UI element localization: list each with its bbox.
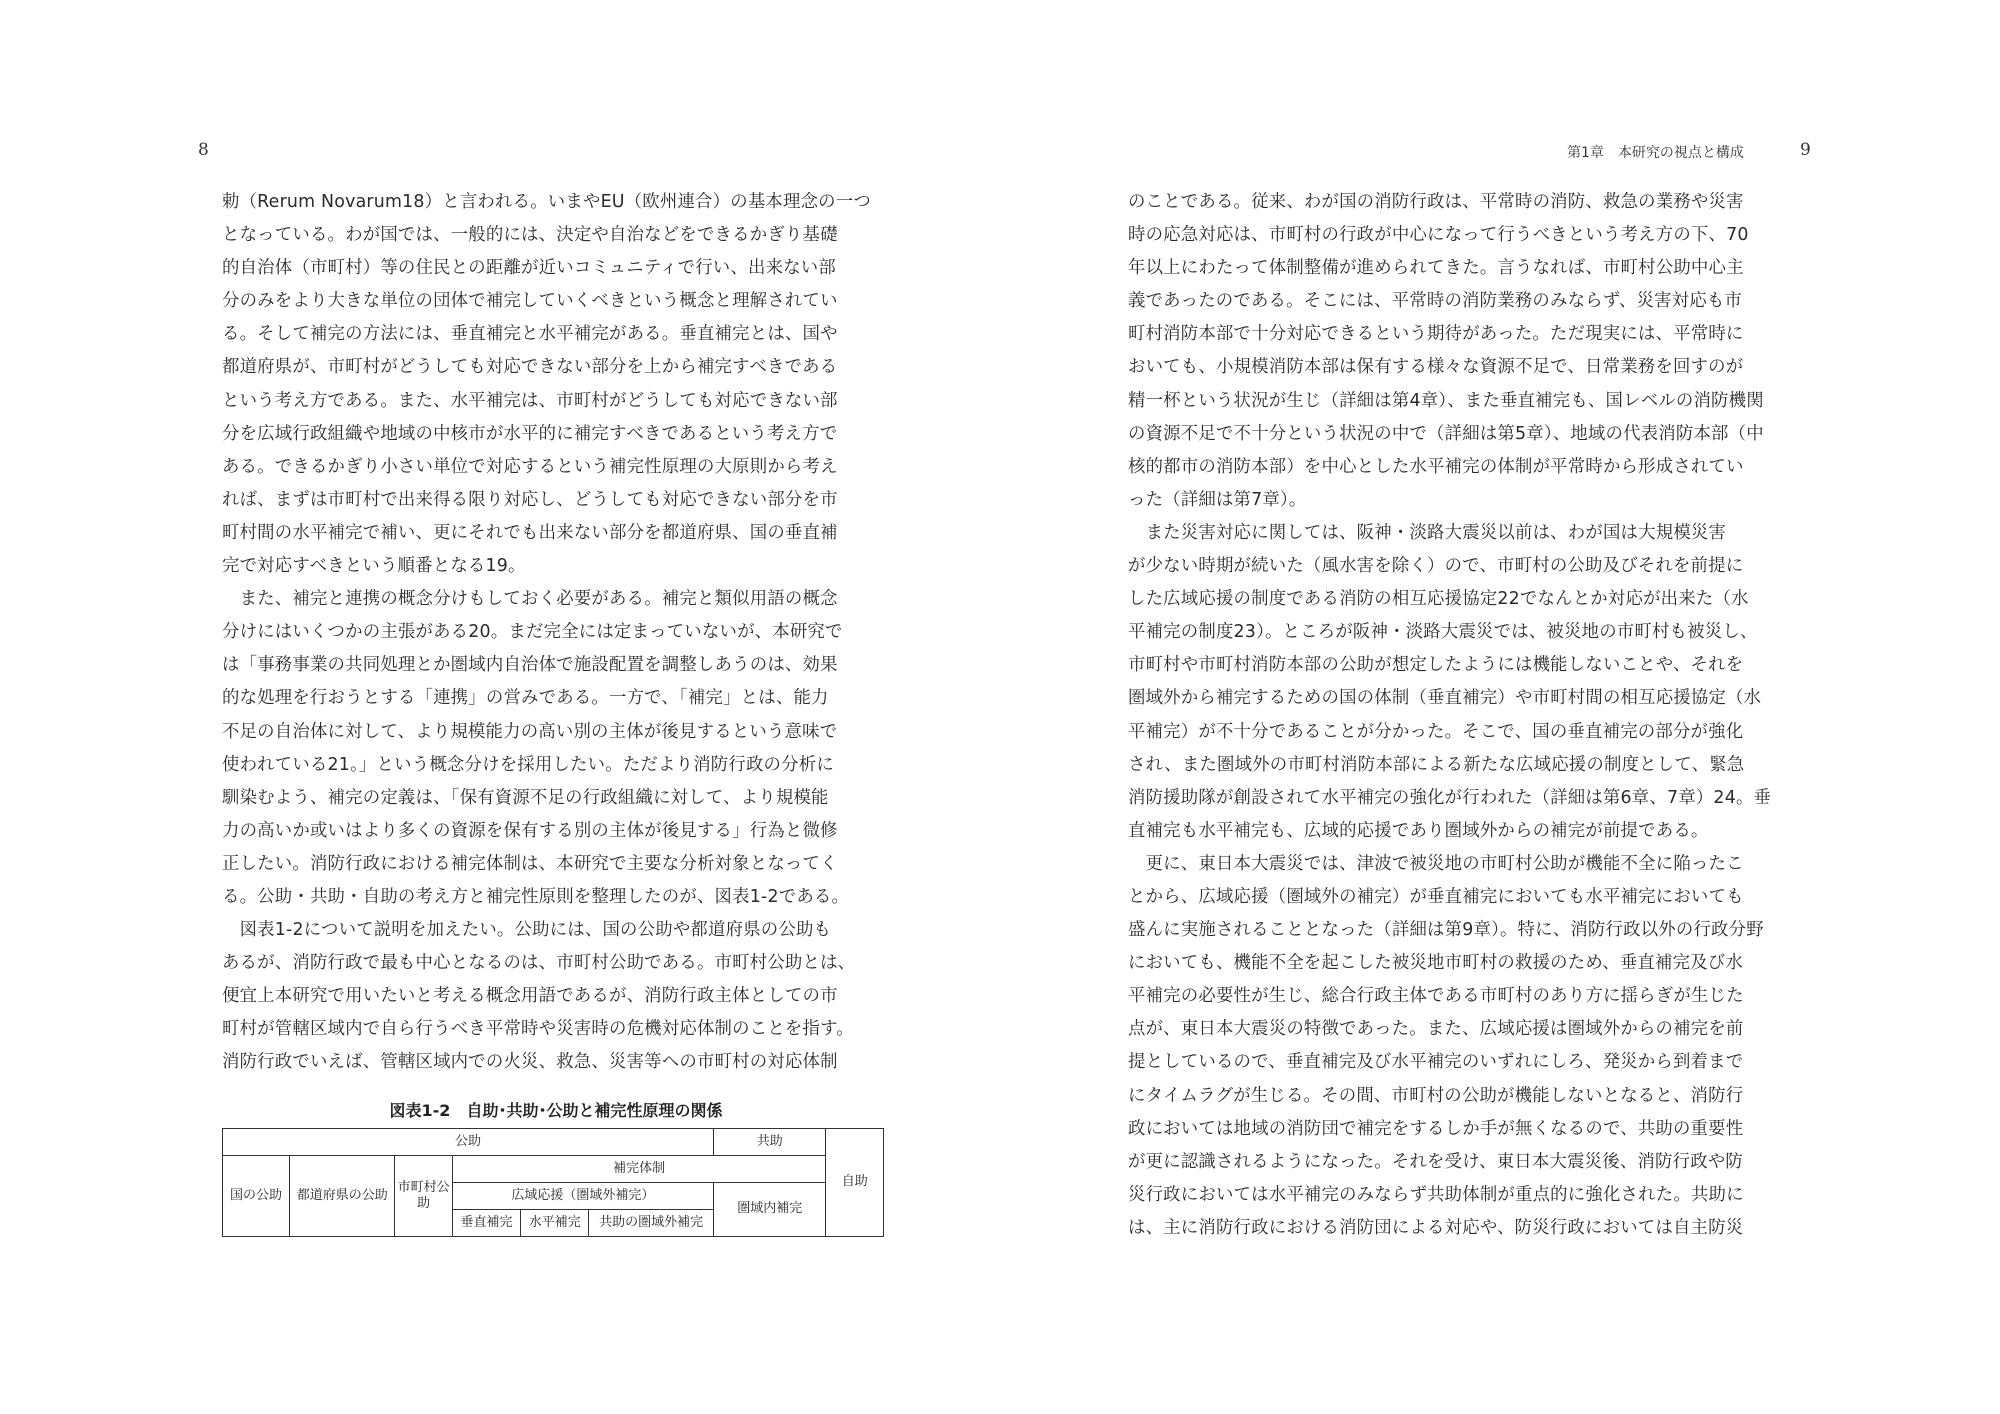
text-line: 完で対応すべきという順番となる19。: [222, 556, 526, 577]
cell-suihei-hokan: 水平補完: [521, 1210, 589, 1237]
cell-todofuken-kojo: 都道府県の公助: [290, 1156, 395, 1237]
page-number-right: 9: [1800, 140, 1811, 160]
text-line: 的自治体（市町村）等の住民との距離が近いコミュニティで行い、出来ない部: [222, 258, 836, 279]
cell-hokan-taisei: 補完体制: [452, 1156, 826, 1183]
right-body-text: [1128, 186, 1796, 1245]
figure-table: [222, 1128, 884, 1237]
figure-title: 図表1-2 自助･共助･公助と補完性原理の関係: [389, 1101, 723, 1120]
text-line: 消防行政でいえば、管轄区域内での火災、救急、災害等への市町村の対応体制: [222, 1052, 838, 1073]
text-line: にタイムラグが生じる。その間、市町村の公助が機能しないとなると、消防行: [1128, 1085, 1744, 1106]
text-line: 市町村や市町村消防本部の公助が想定したようには機能しないことや、それを: [1128, 655, 1744, 676]
text-line: 直補完も水平補完も、広域的応援であり圏域外からの補完が前提である。: [1128, 820, 1709, 841]
text-line: 提としているので、垂直補完及び水平補完のいずれにしろ、発災から到着まで: [1128, 1052, 1744, 1073]
text-line: のことである。従来、わが国の消防行政は、平常時の消防、救急の業務や災害: [1128, 192, 1744, 212]
text-line: 力の高いか或いはより多くの資源を保有する別の主体が後見する」行為と微修: [222, 820, 838, 841]
text-line: 更に、東日本大震災では、津波で被災地の市町村公助が機能不全に陥ったこ: [1128, 853, 1744, 874]
text-line: となっている。わが国では、一般的には、決定や自治などをできるかぎり基礎: [222, 225, 838, 246]
text-line: 平補完の必要性が生じ、総合行政主体である市町村のあり方に揺らぎが生じた: [1128, 986, 1744, 1007]
header-kyojo: 共助: [713, 1129, 826, 1156]
text-line: は、主に消防行政における消防団による対応や、防災行政においては自主防災: [1128, 1217, 1744, 1238]
cell-kuni-kojo: 国の公助: [223, 1156, 290, 1237]
text-line: ある。できるかぎり小さい単位で対応するという補完性原理の大原則から考え: [222, 456, 838, 477]
text-line: 町村間の水平補完で補い、更にそれでも出来ない部分を都道府県、国の垂直補: [222, 522, 838, 543]
text-line: 消防援助隊が創設されて水平補完の強化が行われた（詳細は第6章、7章）24。垂: [1128, 787, 1772, 808]
text-line: 分けにはいくつかの主張がある20。まだ完全には定まっていないが、本研究で: [222, 622, 843, 643]
text-line: また災害対応に関しては、阪神・淡路大震災以前は、わが国は大規模災害: [1128, 522, 1727, 543]
text-line: とから、広域応援（圏域外の補完）が垂直補完においても水平補完においても: [1128, 886, 1744, 907]
text-line: おいても、小規模消防本部は保有する様々な資源不足で、日常業務を回すのが: [1128, 357, 1744, 378]
text-line: 盛んに実施されることとなった（詳細は第9章）。特に、消防行政以外の行政分野: [1128, 920, 1764, 941]
text-line: され、また圏域外の市町村消防本部による新たな広域応援の制度として、緊急: [1128, 754, 1745, 775]
text-line: れば、まずは市町村で出来得る限り対応し、どうしても対応できない部分を市: [222, 489, 838, 510]
text-line: の資源不足で不十分という状況の中で（詳細は第5章）、地域の代表消防本部（中: [1128, 423, 1764, 444]
cell-shichoson-kojo: 市町村公助: [395, 1156, 452, 1237]
text-line: 政においては地域の消防団で補完をするしか手が無くなるので、共助の重要性: [1128, 1118, 1744, 1139]
text-line: 義であったのである。そこには、平常時の消防業務のみならず、災害対応も市: [1128, 291, 1743, 312]
text-line: 図表1-2について説明を加えたい。公助には、国の公助や都道府県の公助も: [222, 920, 832, 941]
text-line: 町村が管轄区域内で自ら行うべき平常時や災害時の危機対応体制のことを指す。: [222, 1019, 854, 1040]
cell-suichoku-hokan: 垂直補完: [452, 1210, 520, 1237]
text-line: 年以上にわたって体制整備が進められてきた。言うなれば、市町村公助中心主: [1128, 258, 1744, 279]
cell-jijo: 自助: [826, 1129, 884, 1237]
text-line: あるが、消防行政で最も中心となるのは、市町村公助である。市町村公助とは、: [222, 953, 856, 974]
text-line: 町村消防本部で十分対応できるという期待があった。ただ現実には、平常時に: [1128, 324, 1744, 345]
text-line: 的な処理を行おうとする「連携」の営みである。一方で、「補完」とは、能力: [222, 688, 829, 709]
text-line: 平補完）が不十分であることが分かった。そこで、国の垂直補完の部分が強化: [1128, 721, 1744, 742]
running-head: 第1章 本研究の視点と構成: [1567, 145, 1744, 161]
text-line: という考え方である。また、水平補完は、市町村がどうしても対応できない部: [222, 390, 838, 411]
text-line: が更に認識されるようになった。それを受け、東日本大震災後、消防行政や防: [1128, 1151, 1743, 1172]
page-number-left: 8: [198, 140, 209, 160]
text-line: 都道府県が、市町村がどうしても対応できない部分を上から補完すべきである: [222, 357, 838, 378]
text-line: る。そして補完の方法には、垂直補完と水平補完がある。垂直補完とは、国や: [222, 324, 838, 345]
text-line: 点が、東日本大震災の特徴であった。また、広域応援は圏域外からの補完を前: [1128, 1019, 1744, 1040]
text-line: った（詳細は第7章）。: [1128, 489, 1307, 510]
cell-kennai-hokan: 圏域内補完: [713, 1183, 826, 1237]
text-line: 災行政においては水平補完のみならず共助体制が重点的に強化された。共助に: [1128, 1184, 1744, 1205]
text-line: は「事務事業の共同処理とか圏域内自治体で施設配置を調整しあうのは、効果: [222, 655, 838, 676]
text-line: る。公助・共助・自助の考え方と補完性原則を整理したのが、図表1-2である。: [222, 886, 850, 907]
text-line: 圏域外から補完するための国の体制（垂直補完）や市町村間の相互応援協定（水: [1128, 688, 1762, 709]
text-line: 核的都市の消防本部）を中心とした水平補完の体制が平常時から形成されてい: [1128, 456, 1744, 477]
text-line: 使われている21。」という概念分けを採用したい。ただより消防行政の分析に: [222, 754, 834, 775]
text-line: 時の応急対応は、市町村の行政が中心になって行うべきという考え方の下、70: [1128, 225, 1749, 246]
header-kojo: 公助: [223, 1129, 714, 1156]
text-line: においても、機能不全を起こした被災地市町村の救援のため、垂直補完及び水: [1128, 953, 1743, 974]
right-page: [1000, 0, 2000, 1414]
text-line: 分のみをより大きな単位の団体で補完していくべきという概念と理解されてい: [222, 291, 838, 312]
text-line: が少ない時期が続いた（風水害を除く）ので、市町村の公助及びそれを前提に: [1128, 556, 1744, 577]
text-line: また、補完と連携の概念分けもしておく必要がある。補完と類似用語の概念: [222, 589, 838, 610]
text-line: 不足の自治体に対して、より規模能力の高い別の主体が後見するという意味で: [222, 721, 838, 742]
text-line: 正したい。消防行政における補完体制は、本研究で主要な分析対象となってく: [222, 853, 838, 874]
cell-kyojo-kengai-hokan: 共助の圏域外補完: [589, 1210, 714, 1237]
left-body-text: [222, 186, 890, 1080]
text-line: 精一杯という状況が生じ（詳細は第4章）、また垂直補完も、国レベルの消防機関: [1128, 390, 1764, 411]
text-line: 勅（Rerum Novarum18）と言われる。いまやEU（欧州連合）の基本理念の一つ: [222, 192, 871, 212]
text-line: 便宜上本研究で用いたいと考える概念用語であるが、消防行政主体としての市: [222, 986, 838, 1007]
cell-koiki-oen: 広域応援（圏域外補完）: [452, 1183, 713, 1210]
text-line: した広域応援の制度である消防の相互応援協定22でなんとか対応が出来た（水: [1128, 589, 1749, 610]
text-line: 分を広域行政組織や地域の中核市が水平的に補完すべきであるという考え方で: [222, 423, 838, 444]
text-line: 馴染むよう、補完の定義は、「保有資源不足の行政組織に対して、より規模能: [222, 787, 829, 808]
text-line: 平補完の制度23）。ところが阪神・淡路大震災では、被災地の市町村も被災し、: [1128, 622, 1758, 643]
